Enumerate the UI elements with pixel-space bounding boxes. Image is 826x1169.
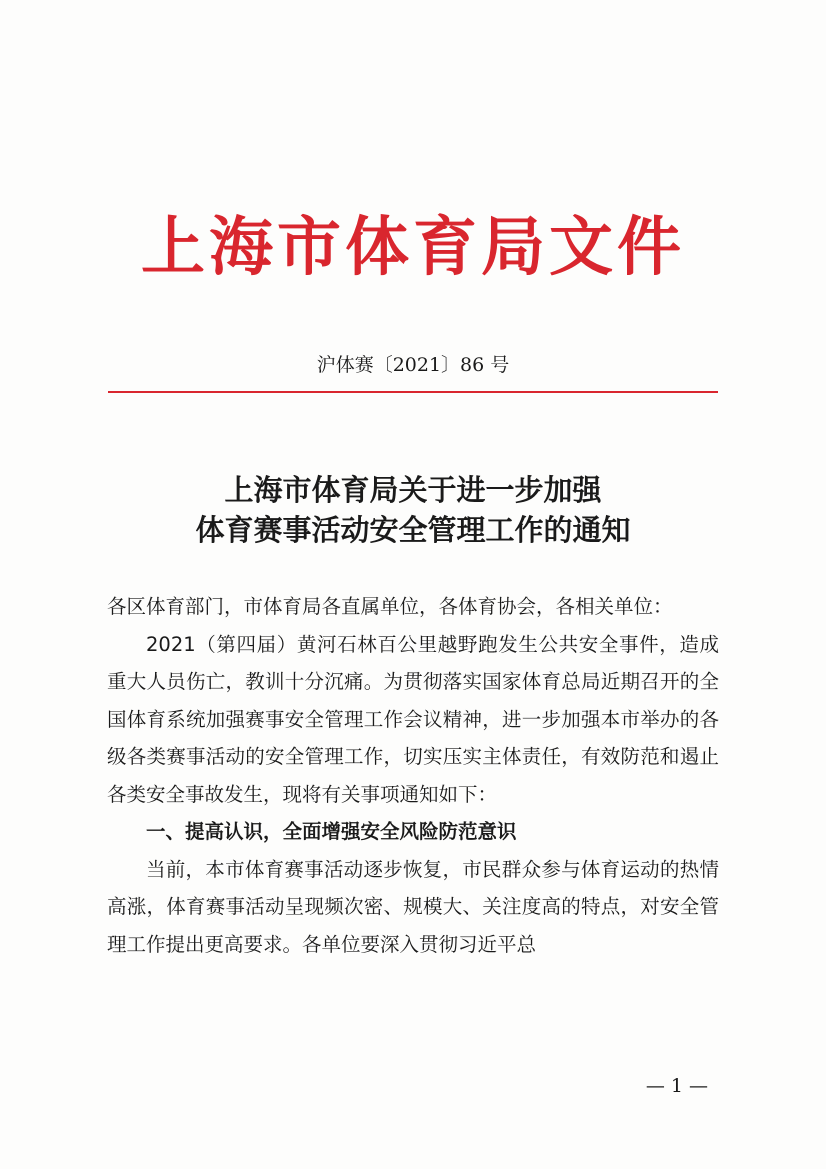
notice-title-line-1: 上海市体育局关于进一步加强 [224, 473, 602, 507]
body-paragraph: 2021（第四届）黄河石林百公里越野跑发生公共安全事件，造成重大人员伤亡，教训十分沉痛。为贯彻落实国家体育总局近期召开的全国体育系统加强赛事安全管理工作会议精神，进一步加强本市举办的各级各类赛事活动的安全管理工作，切实压实主体责任，有效防范和遏止各类安全事故发生，现将有关事项通知如下： [107, 632, 719, 806]
document-number: 沪体赛〔2021〕86 号 [316, 354, 510, 376]
salutation: 各区体育部门，市体育局各直属单位，各体育协会，各相关单位： [107, 595, 673, 618]
document-body [107, 588, 719, 963]
body-paragraph: 当前，本市体育赛事活动逐步恢复，市民群众参与体育运动的热情高涨，体育赛事活动呈现频次密、规模大、关注度高的特点，对安全管理工作提出更高要求。各单位要深入贯彻习近平总 [107, 857, 719, 956]
notice-title [0, 470, 826, 550]
issuing-authority-masthead: 上海市体育局文件 [141, 210, 685, 285]
red-separator-rule [108, 391, 718, 393]
page-number: — 1 — [645, 1075, 708, 1097]
notice-title-line-2: 体育赛事活动安全管理工作的通知 [195, 513, 631, 547]
section-heading: 一、提高认识，全面增强安全风险防范意识 [146, 820, 517, 843]
